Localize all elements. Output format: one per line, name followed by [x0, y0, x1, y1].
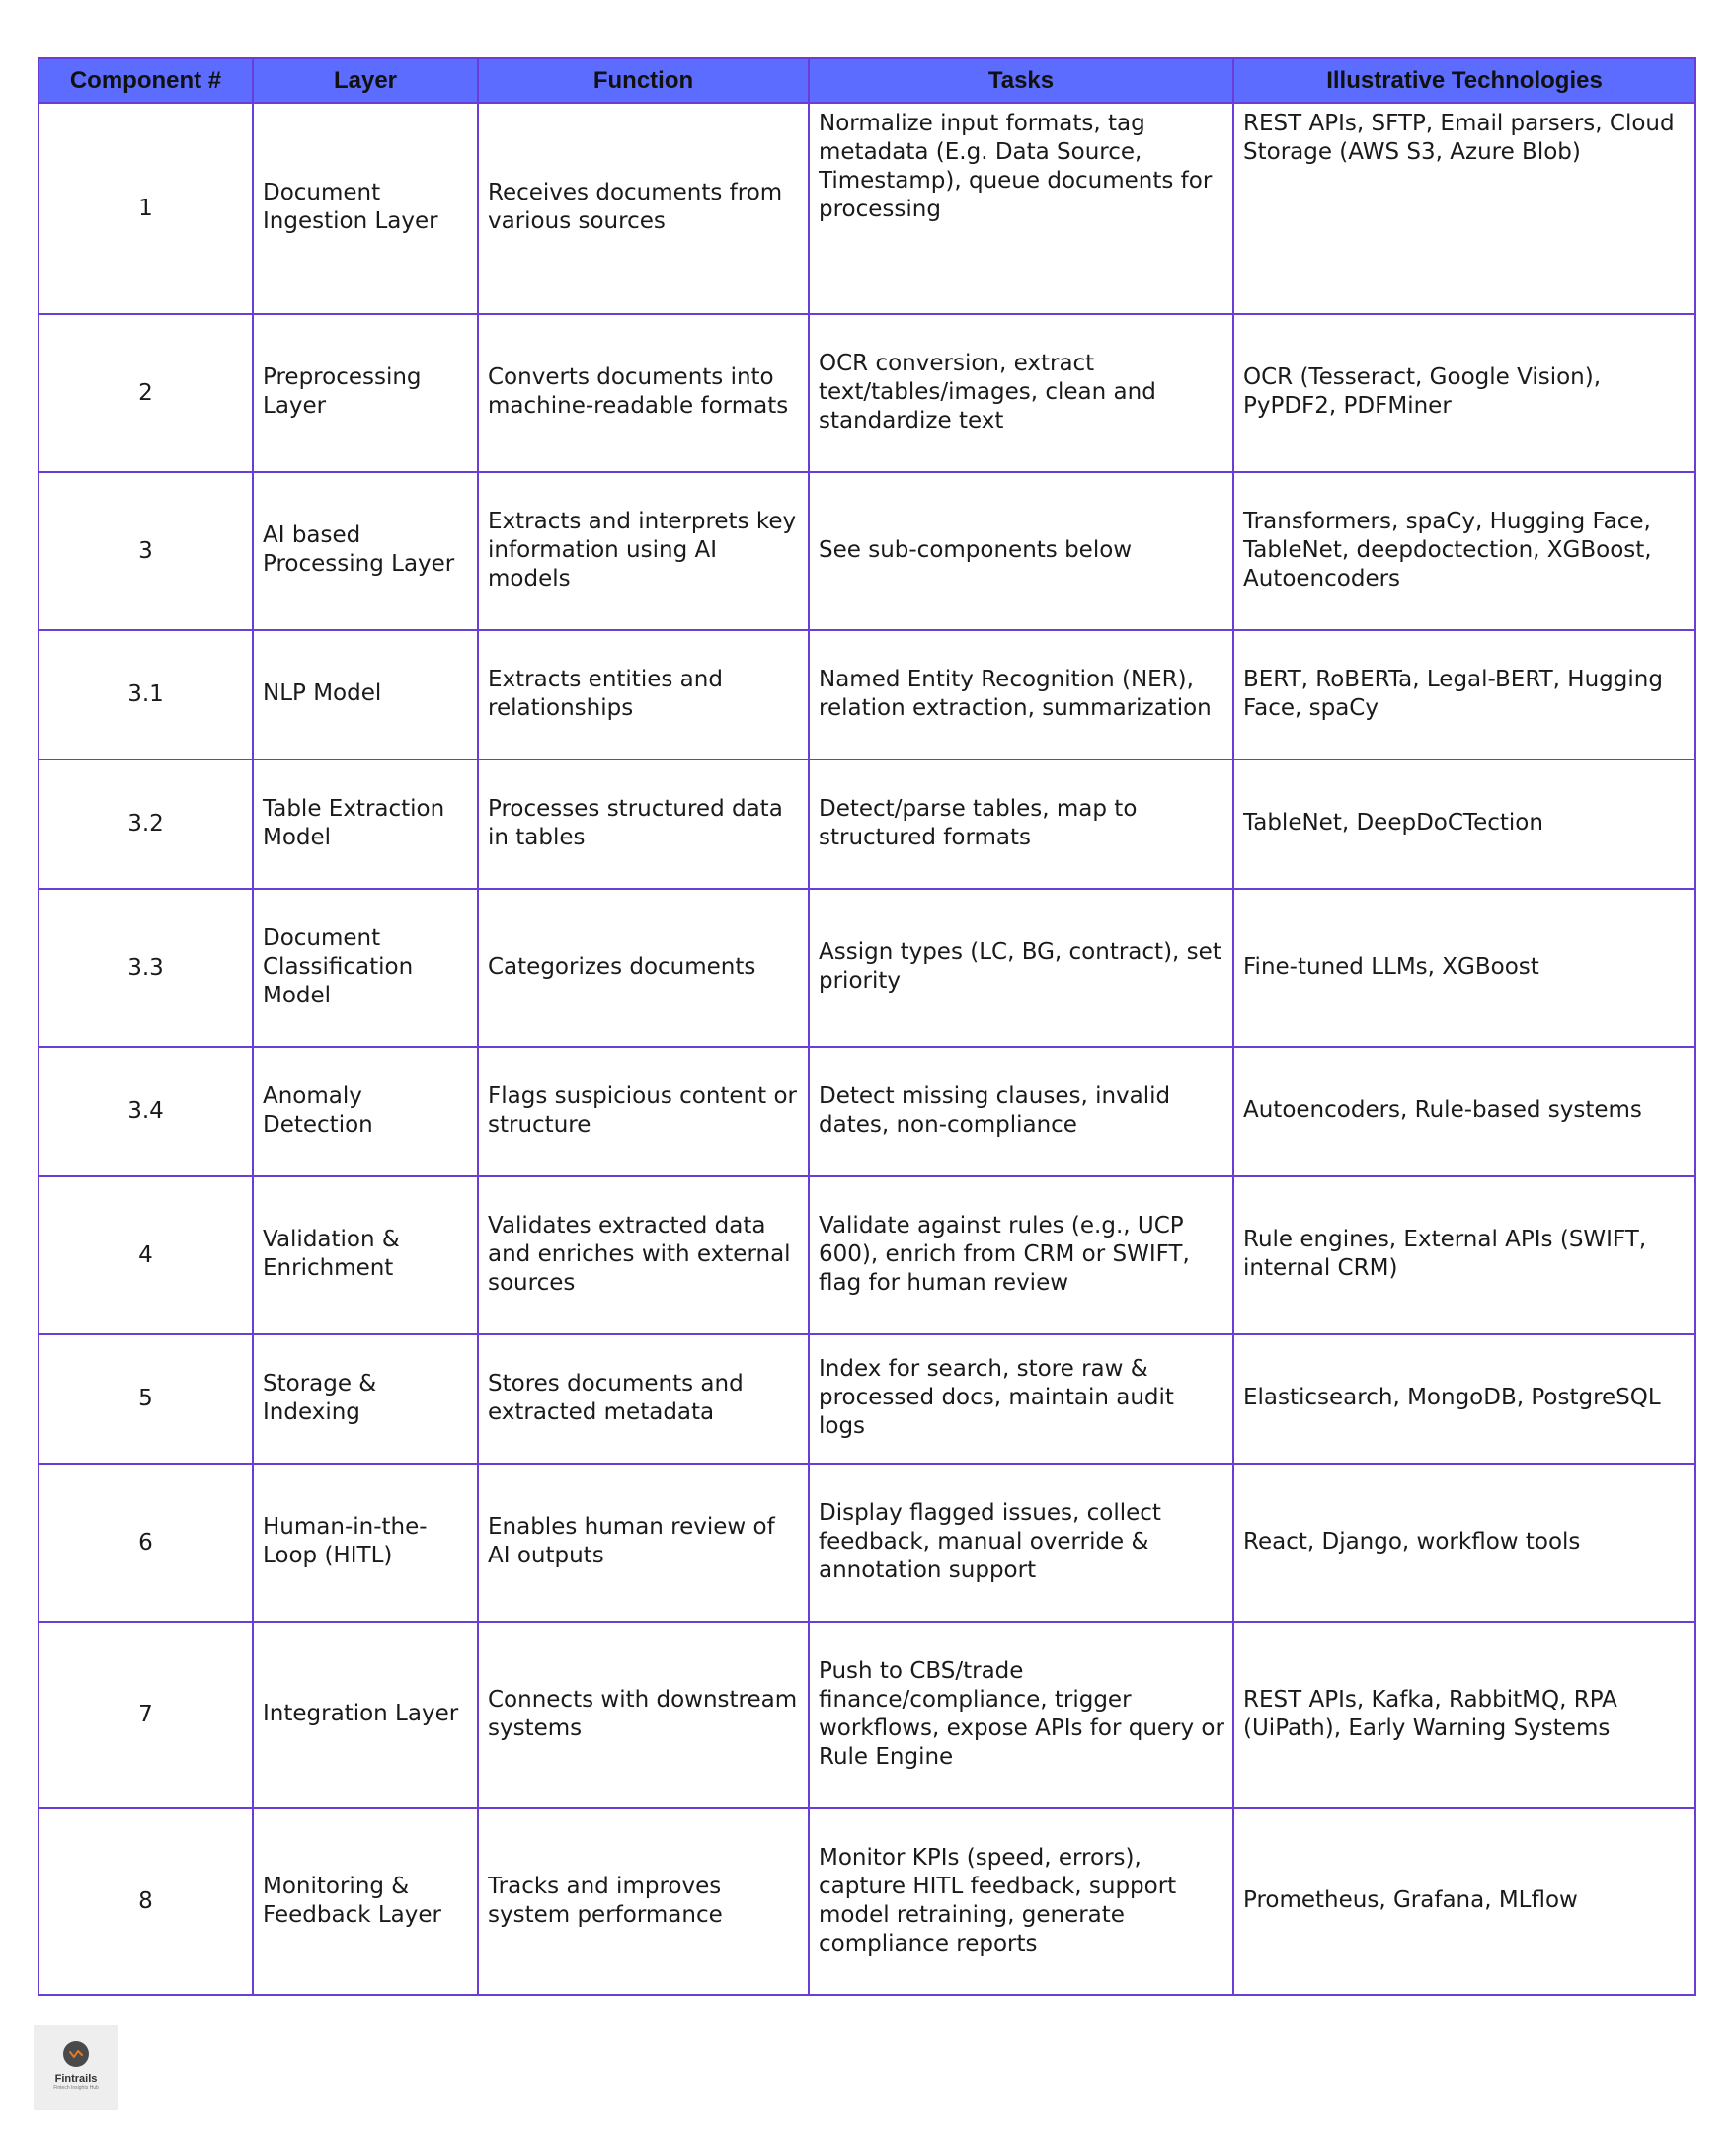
- tasks-cell: See sub-components below: [809, 472, 1233, 630]
- component-number: 3: [39, 472, 253, 630]
- component-number: 1: [39, 103, 253, 314]
- tasks-cell: Display flagged issues, collect feedback, manual override & annotation support: [809, 1464, 1233, 1622]
- header-function: Function: [478, 58, 809, 103]
- function-cell: Converts documents into machine-readable formats: [478, 314, 809, 472]
- table-row: [39, 1176, 1695, 1334]
- technologies-cell: Rule engines, External APIs (SWIFT, internal CRM): [1233, 1176, 1695, 1334]
- component-number: 2: [39, 314, 253, 472]
- function-cell: Receives documents from various sources: [478, 103, 809, 314]
- table-header-row: [39, 58, 1695, 103]
- component-number: 3.2: [39, 759, 253, 889]
- function-cell: Tracks and improves system performance: [478, 1808, 809, 1995]
- function-cell: Extracts and interprets key information using AI models: [478, 472, 809, 630]
- layer-cell: Monitoring & Feedback Layer: [253, 1808, 478, 1995]
- layer-cell: Human-in-the-Loop (HITL): [253, 1464, 478, 1622]
- component-number: 3.4: [39, 1047, 253, 1176]
- tasks-cell: OCR conversion, extract text/tables/images, clean and standardize text: [809, 314, 1233, 472]
- header-component-number: Component #: [39, 58, 253, 103]
- table-row: [39, 889, 1695, 1047]
- table-row: [39, 1808, 1695, 1995]
- tasks-cell: Index for search, store raw & processed docs, maintain audit logs: [809, 1334, 1233, 1464]
- technologies-cell: Autoencoders, Rule-based systems: [1233, 1047, 1695, 1176]
- layer-cell: Validation & Enrichment: [253, 1176, 478, 1334]
- table-row: [39, 1464, 1695, 1622]
- technologies-cell: Prometheus, Grafana, MLflow: [1233, 1808, 1695, 1995]
- table-row: [39, 1047, 1695, 1176]
- layer-cell: Table Extraction Model: [253, 759, 478, 889]
- header-tasks: Tasks: [809, 58, 1233, 103]
- tasks-cell: Normalize input formats, tag metadata (E.g. Data Source, Timestamp), queue documents for processing: [809, 103, 1233, 314]
- tasks-cell: Validate against rules (e.g., UCP 600), enrich from CRM or SWIFT, flag for human review: [809, 1176, 1233, 1334]
- tasks-cell: Named Entity Recognition (NER), relation extraction, summarization: [809, 630, 1233, 759]
- table-row: [39, 759, 1695, 889]
- table-row: [39, 472, 1695, 630]
- layer-cell: Document Ingestion Layer: [253, 103, 478, 314]
- component-number: 5: [39, 1334, 253, 1464]
- table-row: [39, 630, 1695, 759]
- tasks-cell: Monitor KPIs (speed, errors), capture HITL feedback, support model retraining, generate compliance reports: [809, 1808, 1233, 1995]
- layer-cell: Storage & Indexing: [253, 1334, 478, 1464]
- component-number: 6: [39, 1464, 253, 1622]
- layer-cell: Document Classification Model: [253, 889, 478, 1047]
- function-cell: Flags suspicious content or structure: [478, 1047, 809, 1176]
- table-row: [39, 1334, 1695, 1464]
- technologies-cell: REST APIs, Kafka, RabbitMQ, RPA (UiPath), Early Warning Systems: [1233, 1622, 1695, 1808]
- component-number: 8: [39, 1808, 253, 1995]
- component-number: 4: [39, 1176, 253, 1334]
- technologies-cell: TableNet, DeepDoCTection: [1233, 759, 1695, 889]
- table-row: [39, 314, 1695, 472]
- tasks-cell: Detect missing clauses, invalid dates, non-compliance: [809, 1047, 1233, 1176]
- function-cell: Extracts entities and relationships: [478, 630, 809, 759]
- technologies-cell: Transformers, spaCy, Hugging Face, TableNet, deepdoctection, XGBoost, Autoencoders: [1233, 472, 1695, 630]
- table-row: [39, 1622, 1695, 1808]
- technologies-cell: REST APIs, SFTP, Email parsers, Cloud Storage (AWS S3, Azure Blob): [1233, 103, 1695, 314]
- technologies-cell: BERT, RoBERTa, Legal-BERT, Hugging Face, spaCy: [1233, 630, 1695, 759]
- layer-cell: NLP Model: [253, 630, 478, 759]
- tasks-cell: Push to CBS/trade finance/compliance, trigger workflows, expose APIs for query or Rule Engine: [809, 1622, 1233, 1808]
- function-cell: Connects with downstream systems: [478, 1622, 809, 1808]
- table-row: [39, 103, 1695, 314]
- technologies-cell: Fine-tuned LLMs, XGBoost: [1233, 889, 1695, 1047]
- architecture-table: [38, 57, 1696, 1996]
- function-cell: Processes structured data in tables: [478, 759, 809, 889]
- technologies-cell: React, Django, workflow tools: [1233, 1464, 1695, 1622]
- function-cell: Stores documents and extracted metadata: [478, 1334, 809, 1464]
- header-technologies: Illustrative Technologies: [1233, 58, 1695, 103]
- function-cell: Validates extracted data and enriches with external sources: [478, 1176, 809, 1334]
- logo-name: Fintrails: [54, 2073, 98, 2085]
- logo-tagline: Fintech Insights Hub: [53, 2085, 99, 2091]
- technologies-cell: Elasticsearch, MongoDB, PostgreSQL: [1233, 1334, 1695, 1464]
- function-cell: Categorizes documents: [478, 889, 809, 1047]
- component-number: 3.1: [39, 630, 253, 759]
- tasks-cell: Assign types (LC, BG, contract), set priority: [809, 889, 1233, 1047]
- checkmark-logo-icon: [63, 2041, 89, 2067]
- layer-cell: Integration Layer: [253, 1622, 478, 1808]
- fintrails-logo: [34, 2025, 118, 2110]
- layer-cell: Preprocessing Layer: [253, 314, 478, 472]
- function-cell: Enables human review of AI outputs: [478, 1464, 809, 1622]
- tasks-cell: Detect/parse tables, map to structured formats: [809, 759, 1233, 889]
- layer-cell: AI based Processing Layer: [253, 472, 478, 630]
- technologies-cell: OCR (Tesseract, Google Vision), PyPDF2, PDFMiner: [1233, 314, 1695, 472]
- layer-cell: Anomaly Detection: [253, 1047, 478, 1176]
- header-layer: Layer: [253, 58, 478, 103]
- component-number: 3.3: [39, 889, 253, 1047]
- component-number: 7: [39, 1622, 253, 1808]
